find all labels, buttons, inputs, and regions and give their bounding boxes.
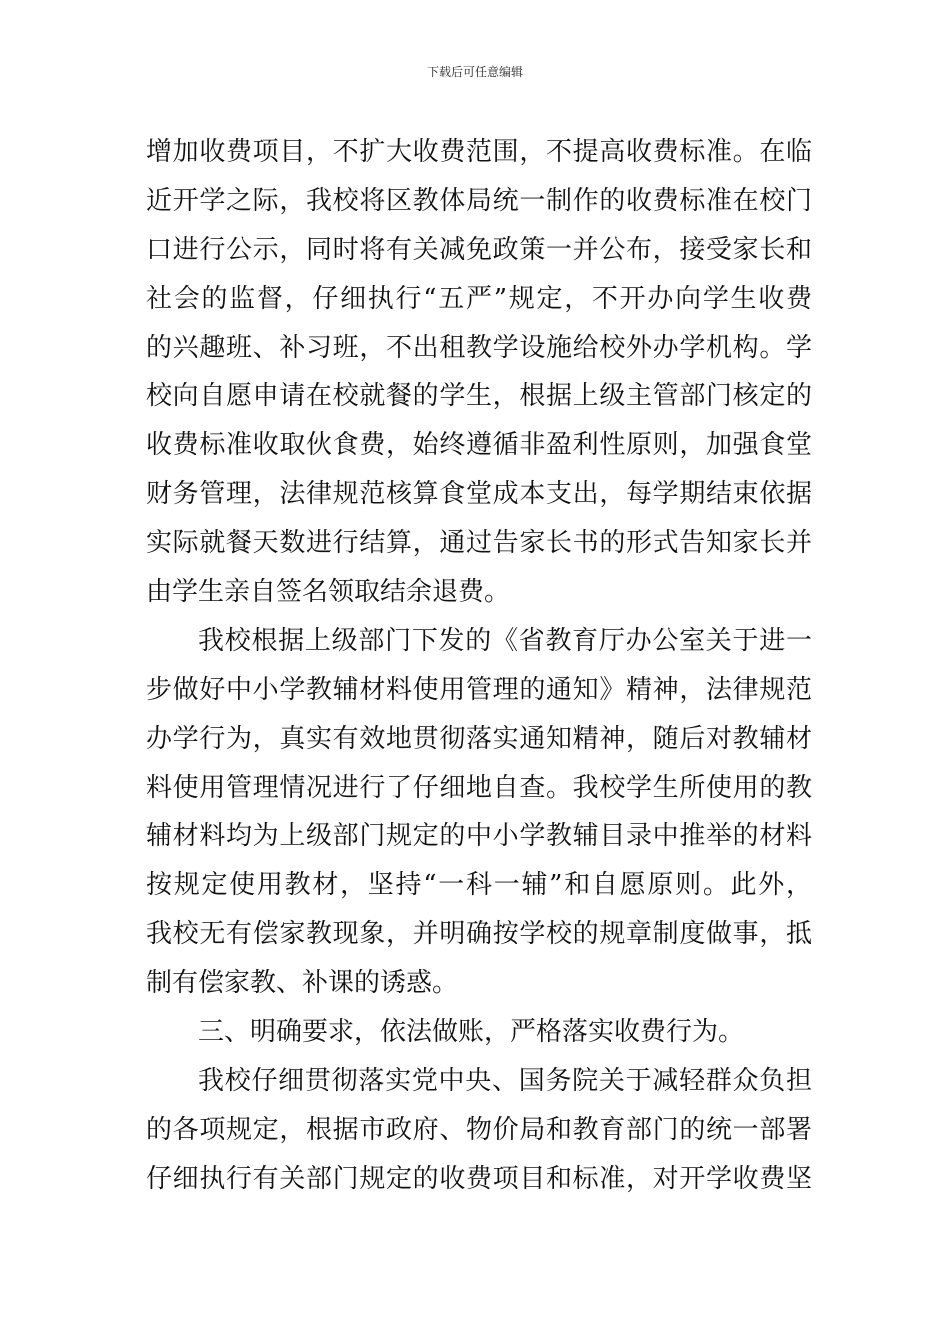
text-line: 制有偿家教、补课的诱惑。 bbox=[146, 968, 459, 999]
text-line: 仔细执行有关部门规定的收费项目和标准，对开学收费坚 bbox=[146, 1163, 812, 1194]
text-line: 料使用管理情况进行了仔细地自查。我校学生所使用的教 bbox=[146, 772, 812, 803]
text-line: 我校根据上级部门下发的《省教育厅办公室关于进一 bbox=[198, 625, 812, 656]
page-header: 下载后可任意编辑 bbox=[426, 65, 523, 79]
text-line: 实际就餐天数进行结算，通过告家长书的形式告知家长并 bbox=[146, 528, 812, 559]
text-line: 的各项规定，根据市政府、物价局和教育部门的统一部署 bbox=[146, 1114, 812, 1145]
text-line: 收费标准收取伙食费，始终遵循非盈利性原则，加强食堂 bbox=[146, 430, 812, 461]
text-line: 我校无有偿家教现象，并明确按学校的规章制度做事，抵 bbox=[146, 919, 812, 950]
text-line: 口进行公示，同时将有关减免政策一并公布，接受家长和 bbox=[146, 234, 812, 265]
text-line: 的兴趣班、补习班，不出租教学设施给校外办学机构。学 bbox=[146, 332, 812, 363]
text-line: 辅材料均为上级部门规定的中小学教辅目录中推举的材料 bbox=[146, 821, 812, 852]
text-line: 校向自愿申请在校就餐的学生，根据上级主管部门核定的 bbox=[146, 381, 812, 412]
text-line: 按规定使用教材，坚持“一科一辅”和自愿原则。此外， bbox=[146, 870, 812, 901]
text-line: 办学行为，真实有效地贯彻落实通知精神，随后对教辅材 bbox=[146, 723, 812, 754]
document-body bbox=[146, 128, 812, 1204]
text-line: 增加收费项目，不扩大收费范围，不提高收费标准。在临 bbox=[146, 137, 812, 167]
text-line: 我校仔细贯彻落实党中央、国务院关于减轻群众负担 bbox=[198, 1065, 812, 1096]
text-line: 三、明确要求，依法做账，严格落实收费行为。 bbox=[198, 1017, 745, 1048]
text-line: 财务管理，法律规范核算食堂成本支出，每学期结束依据 bbox=[146, 479, 812, 510]
text-line: 社会的监督，仔细执行“五严”规定，不开办向学生收费 bbox=[146, 283, 812, 314]
text-line: 近开学之际，我校将区教体局统一制作的收费标准在校门 bbox=[146, 185, 812, 216]
text-line: 由学生亲自签名领取结余退费。 bbox=[146, 577, 511, 608]
text-line: 步做好中小学教辅材料使用管理的通知》精神，法律规范 bbox=[146, 674, 812, 705]
